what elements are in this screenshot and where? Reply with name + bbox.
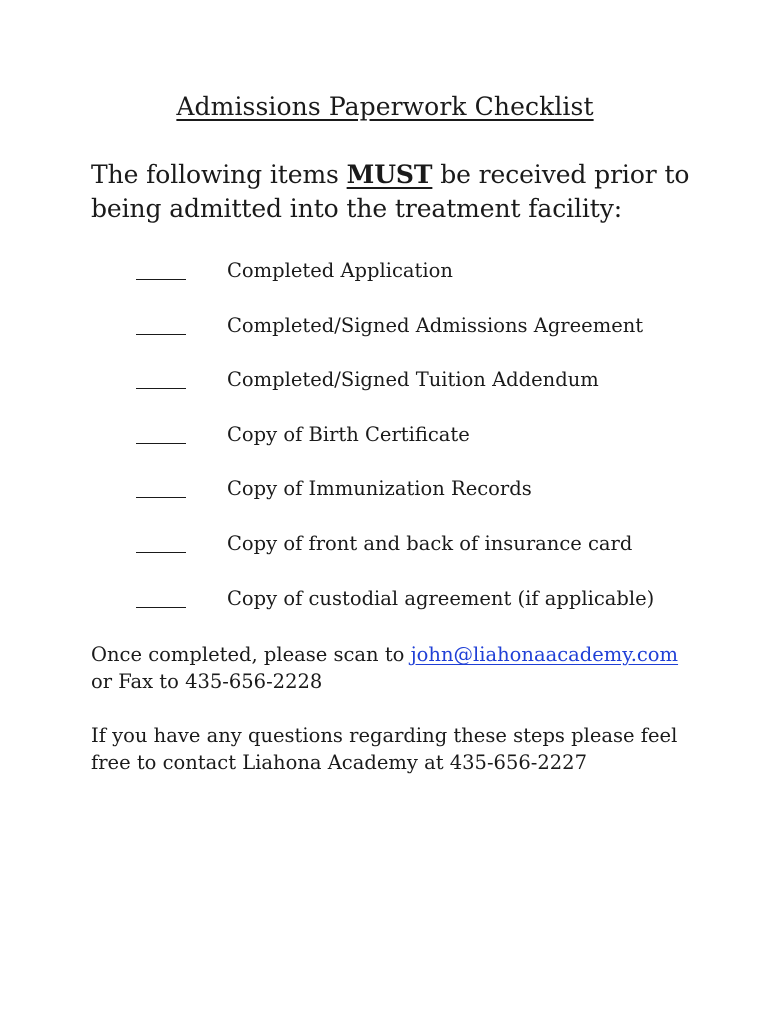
checklist-item-label: Copy of Immunization Records bbox=[227, 477, 532, 501]
checkbox-blank-line[interactable] bbox=[136, 475, 186, 498]
document-title: Admissions Paperwork Checklist bbox=[176, 92, 594, 121]
checklist-item bbox=[0, 475, 770, 530]
checkbox-blank-line[interactable] bbox=[136, 421, 186, 444]
checkbox-blank-line[interactable] bbox=[136, 585, 186, 608]
checkbox-blank-line[interactable] bbox=[136, 366, 186, 389]
checkbox-blank-line[interactable] bbox=[136, 257, 186, 280]
intro-text-after: be received prior to being admitted into the treatment facility: bbox=[91, 160, 690, 223]
intro-paragraph bbox=[91, 158, 691, 226]
email-link[interactable]: john@liahonaacademy.com bbox=[410, 643, 679, 666]
checklist-item bbox=[0, 421, 770, 476]
checklist-item-label: Copy of front and back of insurance card bbox=[227, 531, 633, 555]
checklist-item-label: Completed/Signed Tuition Addendum bbox=[227, 368, 599, 392]
checkbox-blank-line[interactable] bbox=[136, 530, 186, 553]
checklist-item-label: Copy of Birth Certificate bbox=[227, 422, 470, 446]
paperwork-checklist bbox=[0, 257, 770, 639]
checklist-item-label: Completed Application bbox=[227, 259, 453, 282]
checkbox-blank-line[interactable] bbox=[136, 312, 186, 335]
checklist-item-label: Completed/Signed Admissions Agreement bbox=[227, 313, 644, 337]
checklist-item bbox=[0, 366, 770, 421]
checklist-item bbox=[0, 530, 770, 585]
fax-text: or Fax to 435-656-2228 bbox=[91, 670, 323, 693]
intro-emphasis: MUST bbox=[346, 160, 433, 189]
scan-text-before: Once completed, please scan to bbox=[91, 643, 411, 666]
questions-paragraph: If you have any questions regarding these steps please feel free to contact Liahona Academy at 435-656-2227 bbox=[91, 724, 678, 774]
checklist-item bbox=[0, 257, 770, 312]
checklist-item-label: Copy of custodial agreement (if applicable) bbox=[227, 586, 655, 610]
scan-instructions bbox=[91, 641, 691, 695]
checklist-item bbox=[0, 312, 770, 367]
intro-text-before: The following items bbox=[91, 160, 347, 189]
checklist-item bbox=[0, 585, 770, 640]
